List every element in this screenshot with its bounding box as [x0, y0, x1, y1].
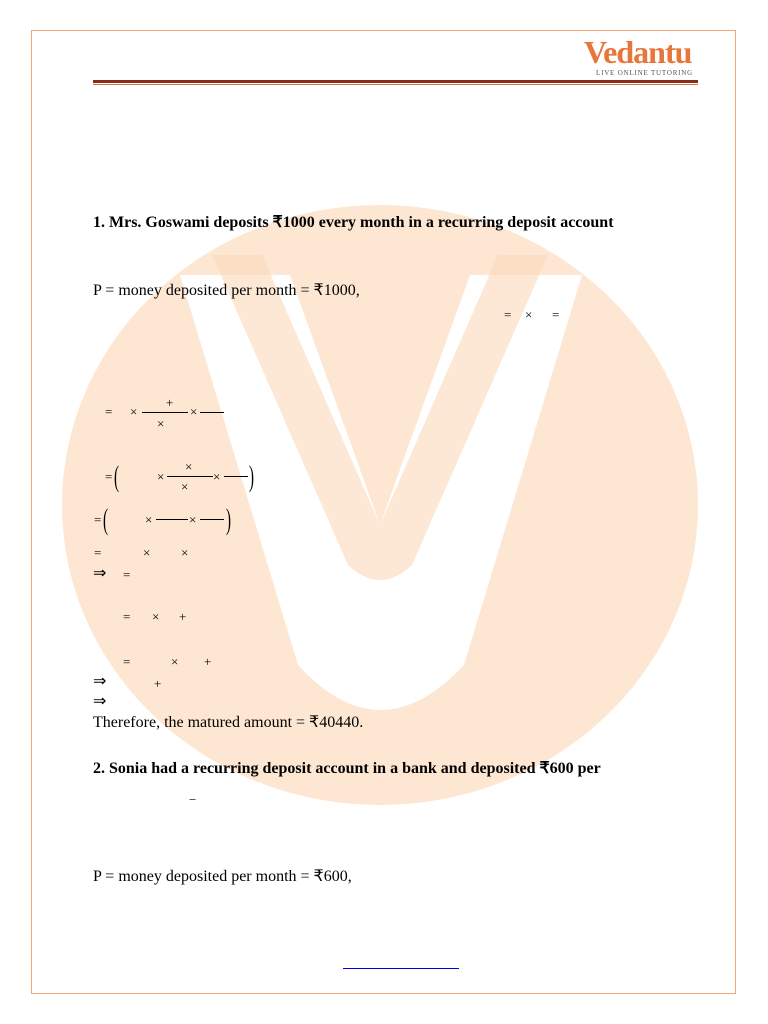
math-eq: = [552, 307, 560, 322]
math-times: × [189, 512, 197, 527]
math-times: × [181, 545, 189, 560]
math-eq: = [94, 512, 102, 527]
math-times: × [152, 609, 160, 624]
header-rule-thin [93, 84, 698, 85]
math-times: × [181, 479, 189, 494]
math-plus: + [204, 654, 212, 669]
implies-arrow: ⇒ [93, 565, 107, 582]
math-eq: = [94, 545, 102, 560]
math-eq: = [105, 469, 113, 484]
math-plus: + [166, 395, 174, 410]
fraction-bar [200, 412, 224, 413]
logo-tagline: LIVE ONLINE TUTORING [596, 69, 694, 77]
left-paren: ( [103, 503, 108, 536]
math-times: × [143, 545, 151, 560]
header-rule [93, 80, 698, 83]
implies-arrow: ⇒ [93, 693, 107, 710]
left-paren: ( [114, 460, 119, 493]
math-times: × [185, 459, 193, 474]
math-eq: = [105, 404, 113, 419]
math-minus: − [189, 792, 197, 807]
math-times: × [130, 404, 138, 419]
math-times: × [157, 469, 165, 484]
math-times: × [525, 307, 533, 322]
question-2-heading: 2. Sonia had a recurring deposit account in a bank and deposited ₹600 per [93, 760, 601, 777]
right-paren: ) [226, 503, 231, 536]
math-times: × [145, 512, 153, 527]
question-1-heading: 1. Mrs. Goswami deposits ₹1000 every month in a recurring deposit account [93, 214, 614, 231]
math-times: × [213, 469, 221, 484]
fraction-bar [167, 476, 213, 477]
q2-given-p: P = money deposited per month = ₹600, [93, 868, 352, 885]
math-eq: = [123, 654, 131, 669]
fraction-bar [156, 519, 188, 520]
math-eq: = [123, 567, 131, 582]
q1-given-p: P = money deposited per month = ₹1000, [93, 282, 360, 299]
math-times: × [171, 654, 179, 669]
footer-link[interactable] [343, 968, 459, 969]
fraction-bar [142, 412, 188, 413]
right-paren: ) [249, 460, 254, 493]
math-times: × [190, 404, 198, 419]
fraction-bar [200, 519, 224, 520]
math-plus: + [179, 609, 187, 624]
math-eq: = [123, 609, 131, 624]
q1-therefore: Therefore, the matured amount = ₹40440. [93, 714, 364, 731]
logo-wordmark: Vedantu [584, 34, 692, 70]
math-plus: + [154, 676, 162, 691]
math-eq: = [504, 307, 512, 322]
implies-arrow: ⇒ [93, 673, 107, 690]
math-times: × [157, 416, 165, 431]
vedantu-logo [584, 34, 704, 80]
fraction-bar [224, 476, 248, 477]
